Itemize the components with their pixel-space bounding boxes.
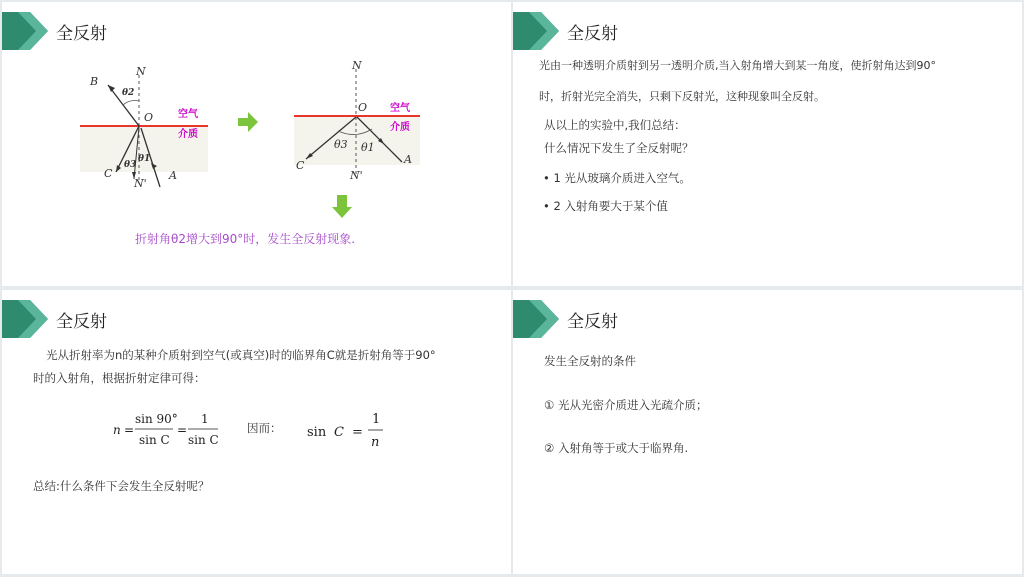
label-n-prime: N' xyxy=(350,169,363,182)
bullet-item: • 1 光从玻璃介质进入空气。 xyxy=(543,171,691,185)
slide-title: 全反射 xyxy=(567,312,618,332)
slide-tab-marker xyxy=(513,12,559,50)
slide-tab-marker xyxy=(2,12,48,50)
slide-4[interactable] xyxy=(513,290,1022,574)
formula-sin90: sin 90° xyxy=(135,412,178,426)
slide-2[interactable] xyxy=(513,2,1022,286)
label-theta1: θ1 xyxy=(138,154,151,164)
slide-title: 全反射 xyxy=(56,312,107,332)
formula-n: n xyxy=(113,423,121,437)
label-a: A xyxy=(404,153,412,166)
formula-equals: = xyxy=(124,423,135,437)
label-b: B xyxy=(90,75,99,88)
right-arrow-icon xyxy=(238,112,258,132)
label-o: O xyxy=(358,101,368,114)
summary-line-2: 什么情况下发生了全反射呢？ xyxy=(544,141,694,155)
paragraph-line-1: 光由一种透明介质射到另一透明介质,当入射角增大到某一角度，使折射角达到90° xyxy=(539,59,936,72)
label-medium: 介质 xyxy=(390,122,410,133)
formula xyxy=(107,405,397,455)
paragraph-line-1: 光从折射率为n的某种介质射到空气(或真空)时的临界角C就是折射角等于90° xyxy=(46,348,436,362)
label-theta2: θ2 xyxy=(122,88,135,98)
paragraph-line-2: 时的入射角，根据折射定律可得： xyxy=(33,371,206,385)
paragraph-line-2: 时，折射光完全消失，只剩下反射光，这种现象叫全反射。 xyxy=(539,90,825,103)
label-theta3: θ3 xyxy=(334,138,348,151)
down-arrow-icon xyxy=(332,195,352,219)
bullet-item: • 2 入射角要大于某个值 xyxy=(543,199,668,213)
formula-equals-3: = xyxy=(352,425,363,440)
label-c: C xyxy=(296,159,305,172)
label-air: 空气 xyxy=(178,109,198,120)
condition-heading: 发生全反射的条件 xyxy=(544,354,636,368)
condition-item-2: ② 入射角等于或大于临界角. xyxy=(544,441,689,455)
label-n: N xyxy=(352,59,362,72)
formula-sinC-2: sin C xyxy=(188,433,219,447)
formula-one: 1 xyxy=(201,412,209,426)
label-a: A xyxy=(169,169,177,182)
label-c: C xyxy=(104,167,113,180)
formula-one-2: 1 xyxy=(372,412,381,427)
formula-c: C xyxy=(334,425,344,440)
slide-1[interactable] xyxy=(2,2,511,286)
formula-equals-2: = xyxy=(177,423,188,437)
label-theta3: θ3 xyxy=(124,160,137,170)
slide-3[interactable] xyxy=(2,290,511,574)
summary-line-1: 从以上的实验中,我们总结： xyxy=(544,118,686,132)
label-n-prime: N' xyxy=(134,177,147,190)
bullet-text: 1 光从玻璃介质进入空气。 xyxy=(553,171,691,185)
condition-item-1: ① 光从光密介质进入光疏介质； xyxy=(544,398,708,412)
label-o: O xyxy=(144,111,154,124)
slide-tab-marker xyxy=(2,300,48,338)
caption: 折射角θ2增大到90°时，发生全反射现象. xyxy=(135,232,356,246)
slide-tab-marker xyxy=(513,300,559,338)
summary-question: 总结:什么条件下会发生全反射呢？ xyxy=(33,479,210,493)
formula-therefore: 因而： xyxy=(247,421,282,435)
slide-title: 全反射 xyxy=(567,24,618,44)
formula-sin: sin xyxy=(307,425,327,440)
label-theta1: θ1 xyxy=(361,141,375,154)
bullet-text: 2 入射角要大于某个值 xyxy=(553,199,668,213)
label-n: N xyxy=(136,65,146,78)
formula-sinC: sin C xyxy=(139,433,170,447)
slide-title: 全反射 xyxy=(56,24,107,44)
formula-n-2: n xyxy=(371,435,380,450)
label-medium: 介质 xyxy=(178,129,198,140)
label-air: 空气 xyxy=(390,103,410,114)
refraction-diagram xyxy=(72,57,422,192)
